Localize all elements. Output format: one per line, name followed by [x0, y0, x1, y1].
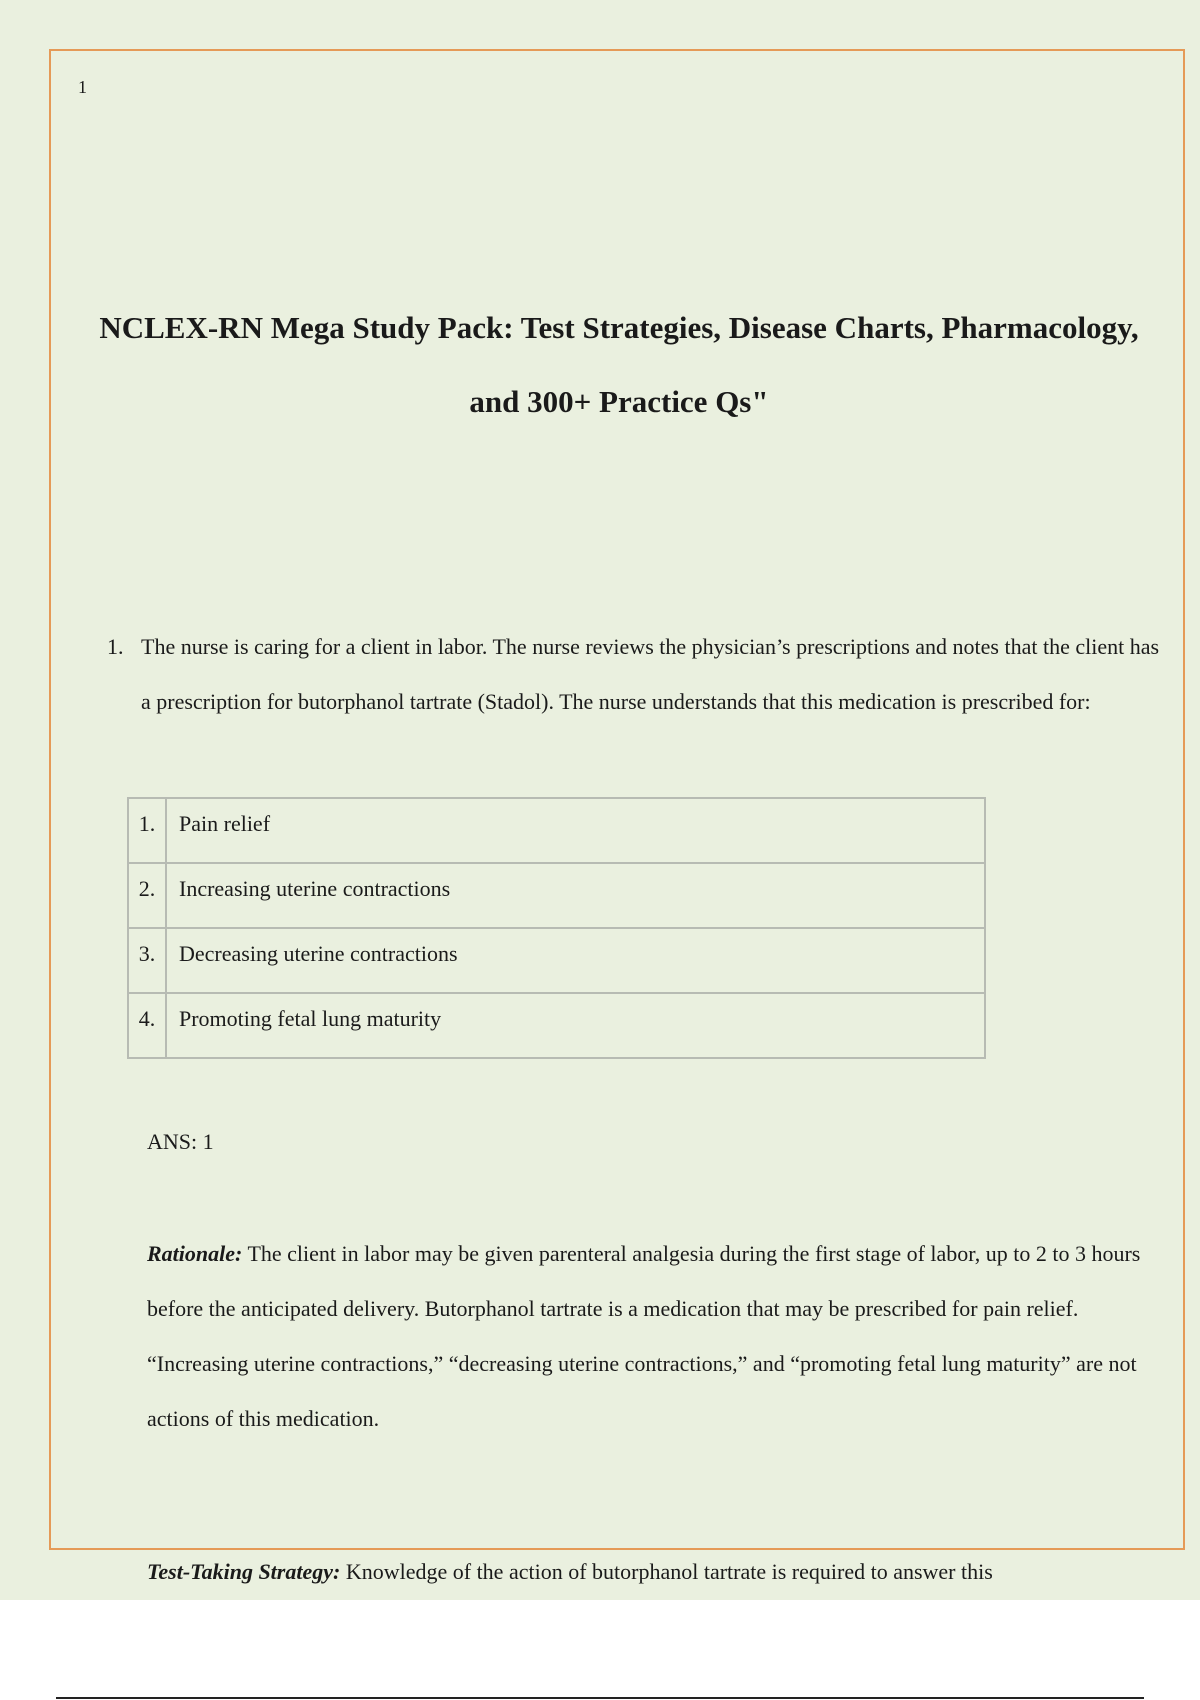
answer-options-table [127, 797, 986, 1059]
title-line-1: NCLEX-RN Mega Study Pack: Test Strategies, Disease Charts, Pharmacology, [99, 310, 1139, 345]
rationale-text: The client in labor may be given parenteral analgesia during the first stage of labor, up to 2 to 3 hours before the anticipated delivery. Butorphanol tartrate is a medication that may be prescribed for pain relief. “Increasing uterine contractions,” “decreasing uterine contractions,” and “promoting fetal lung maturity” are not actions of this medication. [147, 1241, 1141, 1431]
question-stem: The nurse is caring for a client in labor. The nurse reviews the physician’s prescriptions and notes that the client has a prescription for butorphanol tartrate (Stadol). The nurse understands that this medication is prescribed for: [141, 634, 1160, 714]
option-text: Decreasing uterine contractions [166, 928, 985, 993]
question-number: 1. [107, 634, 124, 659]
option-row-1 [128, 798, 985, 863]
answer-key: ANS: 1 [147, 1129, 214, 1154]
option-text: Pain relief [166, 798, 985, 863]
option-number: 1. [128, 798, 166, 863]
footer-divider [56, 1697, 1144, 1699]
option-text: Increasing uterine contractions [166, 863, 985, 928]
document-title [51, 291, 1187, 439]
page-frame [49, 49, 1185, 1584]
strategy-label: Test-Taking Strategy: [147, 1559, 341, 1584]
option-number: 2. [128, 863, 166, 928]
option-row-4 [128, 993, 985, 1058]
strategy-paragraph [147, 1544, 1167, 1599]
option-number: 3. [128, 928, 166, 993]
rationale-label: Rationale: [147, 1241, 243, 1266]
page-number: 1 [78, 77, 87, 97]
title-line-2: and 300+ Practice Qs" [469, 384, 769, 419]
option-row-2 [128, 863, 985, 928]
strategy-text: Knowledge of the action of butorphanol tartrate is required to answer this [340, 1559, 993, 1584]
option-row-3 [128, 928, 985, 993]
option-text: Promoting fetal lung maturity [166, 993, 985, 1058]
option-number: 4. [128, 993, 166, 1058]
rationale-paragraph [147, 1226, 1167, 1446]
